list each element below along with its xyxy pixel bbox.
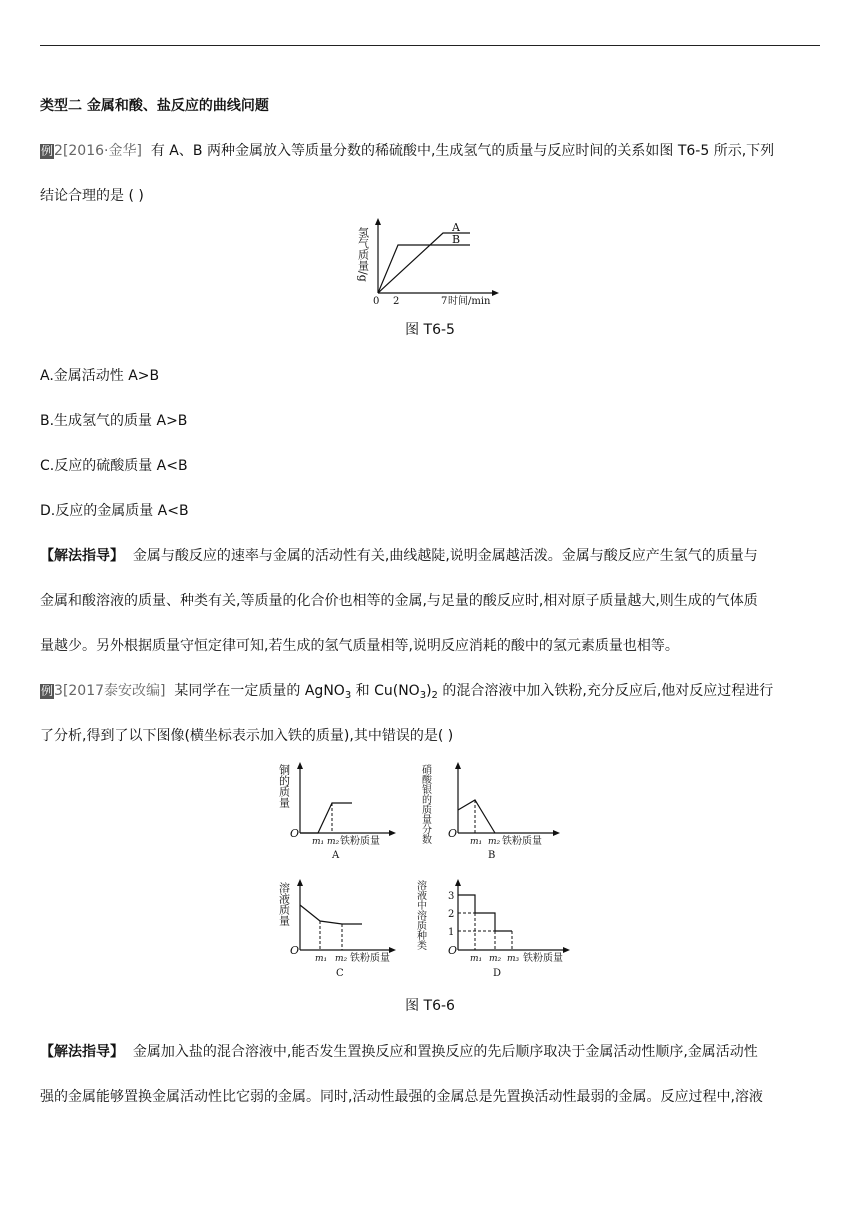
- fig5-label-a: A: [452, 221, 460, 234]
- guide-label: 【解法指导】: [40, 1044, 124, 1060]
- fig5-tick-7: 7: [441, 296, 448, 307]
- figure-t6-5: [355, 215, 505, 307]
- option-b: B.生成氢气的质量 A>B: [40, 413, 188, 429]
- figure-caption-t6-5: 图 T6-5: [405, 322, 455, 338]
- graph-d-ylabel: 溶液中溶质种类: [414, 880, 426, 950]
- svg-text:m₂: m₂: [489, 954, 502, 964]
- svg-text:m₃: m₃: [507, 954, 520, 964]
- subscript: 3: [344, 690, 352, 701]
- graph-b: [420, 762, 561, 861]
- example-tag: 例: [41, 684, 54, 698]
- graph-a-ylabel: 铜的质量: [277, 764, 291, 808]
- section-title: 类型二 金属和酸、盐反应的曲线问题: [40, 98, 269, 114]
- svg-text:1: 1: [448, 927, 455, 938]
- svg-text:m₂: m₂: [335, 954, 348, 964]
- question-text: 的混合溶液中加入铁粉,充分反应后,他对反应过程进行: [437, 683, 774, 699]
- svg-text:D: D: [493, 968, 502, 979]
- example2-question-line1: [40, 141, 774, 161]
- guide2-line1: [40, 1042, 758, 1062]
- fig5-tick-2: 2: [393, 296, 400, 307]
- svg-text:2: 2: [448, 909, 455, 920]
- guide-label: 【解法指导】: [40, 548, 124, 564]
- svg-text:A: A: [332, 850, 340, 861]
- example-source: [2016·金华]: [62, 143, 142, 159]
- svg-text:m₁: m₁: [315, 954, 328, 964]
- example-number: 3: [54, 683, 63, 699]
- svg-text:m₁: m₁: [470, 837, 483, 847]
- fig5-xlabel: 时间/min: [448, 296, 491, 307]
- guide-line2: 金属和酸溶液的质量、种类有关,等质量的化合价也相等的金属,与足量的酸反应时,相对原子质量越大,则生成的气体质: [40, 593, 758, 609]
- header-rule: [40, 45, 820, 46]
- graph-c-ylabel: 溶液质量: [277, 882, 291, 926]
- guide-line1: [40, 546, 758, 566]
- graph-d-steps: [458, 895, 512, 931]
- example2-question-line2: 结论合理的是 ( ): [40, 188, 144, 204]
- subscript: 2: [431, 690, 438, 701]
- graph-b-ylabel: 硝酸银的质量分数: [419, 764, 431, 844]
- svg-text:3: 3: [448, 891, 455, 902]
- example-tag: 例: [41, 144, 54, 158]
- option-d: D.反应的金属质量 A<B: [40, 503, 189, 519]
- example3-question-line1: [40, 681, 773, 701]
- svg-text:m₁: m₁: [312, 837, 325, 847]
- fig5-origin: 0: [373, 296, 380, 307]
- question-text: 和 Cu(NO: [351, 683, 420, 699]
- svg-text:B: B: [488, 850, 496, 861]
- svg-text:O: O: [290, 827, 300, 840]
- svg-text:O: O: [448, 944, 458, 957]
- graph-a: [278, 762, 397, 861]
- question-text: 某同学在一定质量的 AgNO: [174, 683, 345, 699]
- svg-text:m₂: m₂: [327, 837, 340, 847]
- svg-text:铁粉质量: 铁粉质量: [523, 953, 563, 964]
- guide-text: 金属与酸反应的速率与金属的活动性有关,曲线越陡,说明金属越活泼。金属与酸反应产生氢气的质量与: [132, 548, 758, 564]
- guide2-line2: 强的金属能够置换金属活动性比它弱的金属。同时,活动性最强的金属总是先置换活动性最弱的金属。反应过程中,溶液: [40, 1089, 763, 1105]
- fig5-curve-b: [378, 245, 470, 293]
- question-text: ): [426, 683, 432, 699]
- figure-caption-t6-6: 图 T6-6: [405, 998, 455, 1014]
- example3-question-line2: 了分析,得到了以下图像(横坐标表示加入铁的质量),其中错误的是( ): [40, 728, 454, 744]
- graph-c: [278, 879, 397, 979]
- example-source: [2017泰安改编]: [62, 683, 166, 699]
- subscript: 3: [419, 690, 427, 701]
- svg-text:m₁: m₁: [470, 954, 483, 964]
- figure-t6-6: [277, 758, 580, 988]
- graph-d: [415, 879, 571, 979]
- graph-b-curve: [458, 800, 495, 833]
- fig5-label-b: B: [452, 233, 461, 246]
- option-a: A.金属活动性 A>B: [40, 368, 160, 384]
- svg-text:O: O: [448, 827, 458, 840]
- guide-text: 金属加入盐的混合溶液中,能否发生置换反应和置换反应的先后顺序取决于金属活动性顺序,金属活动性: [132, 1044, 758, 1060]
- svg-text:铁粉质量: 铁粉质量: [340, 836, 380, 847]
- svg-text:O: O: [290, 944, 300, 957]
- svg-text:铁粉质量: 铁粉质量: [502, 836, 542, 847]
- fig5-ylabel: 氢气质量/g: [356, 227, 370, 282]
- option-c: C.反应的硫酸质量 A<B: [40, 458, 188, 474]
- example-number: 2: [54, 143, 63, 159]
- graph-c-curve: [300, 905, 362, 924]
- svg-text:铁粉质量: 铁粉质量: [350, 953, 390, 964]
- question-text: 有 A、B 两种金属放入等质量分数的稀硫酸中,生成氢气的质量与反应时间的关系如图 T6-5 所示,下列: [150, 143, 775, 159]
- guide-line3: 量越少。另外根据质量守恒定律可知,若生成的氢气质量相等,说明反应消耗的酸中的氢元素质量也相等。: [40, 638, 679, 654]
- svg-text:m₂: m₂: [488, 837, 501, 847]
- graph-a-curve: [300, 803, 352, 833]
- svg-text:C: C: [336, 968, 344, 979]
